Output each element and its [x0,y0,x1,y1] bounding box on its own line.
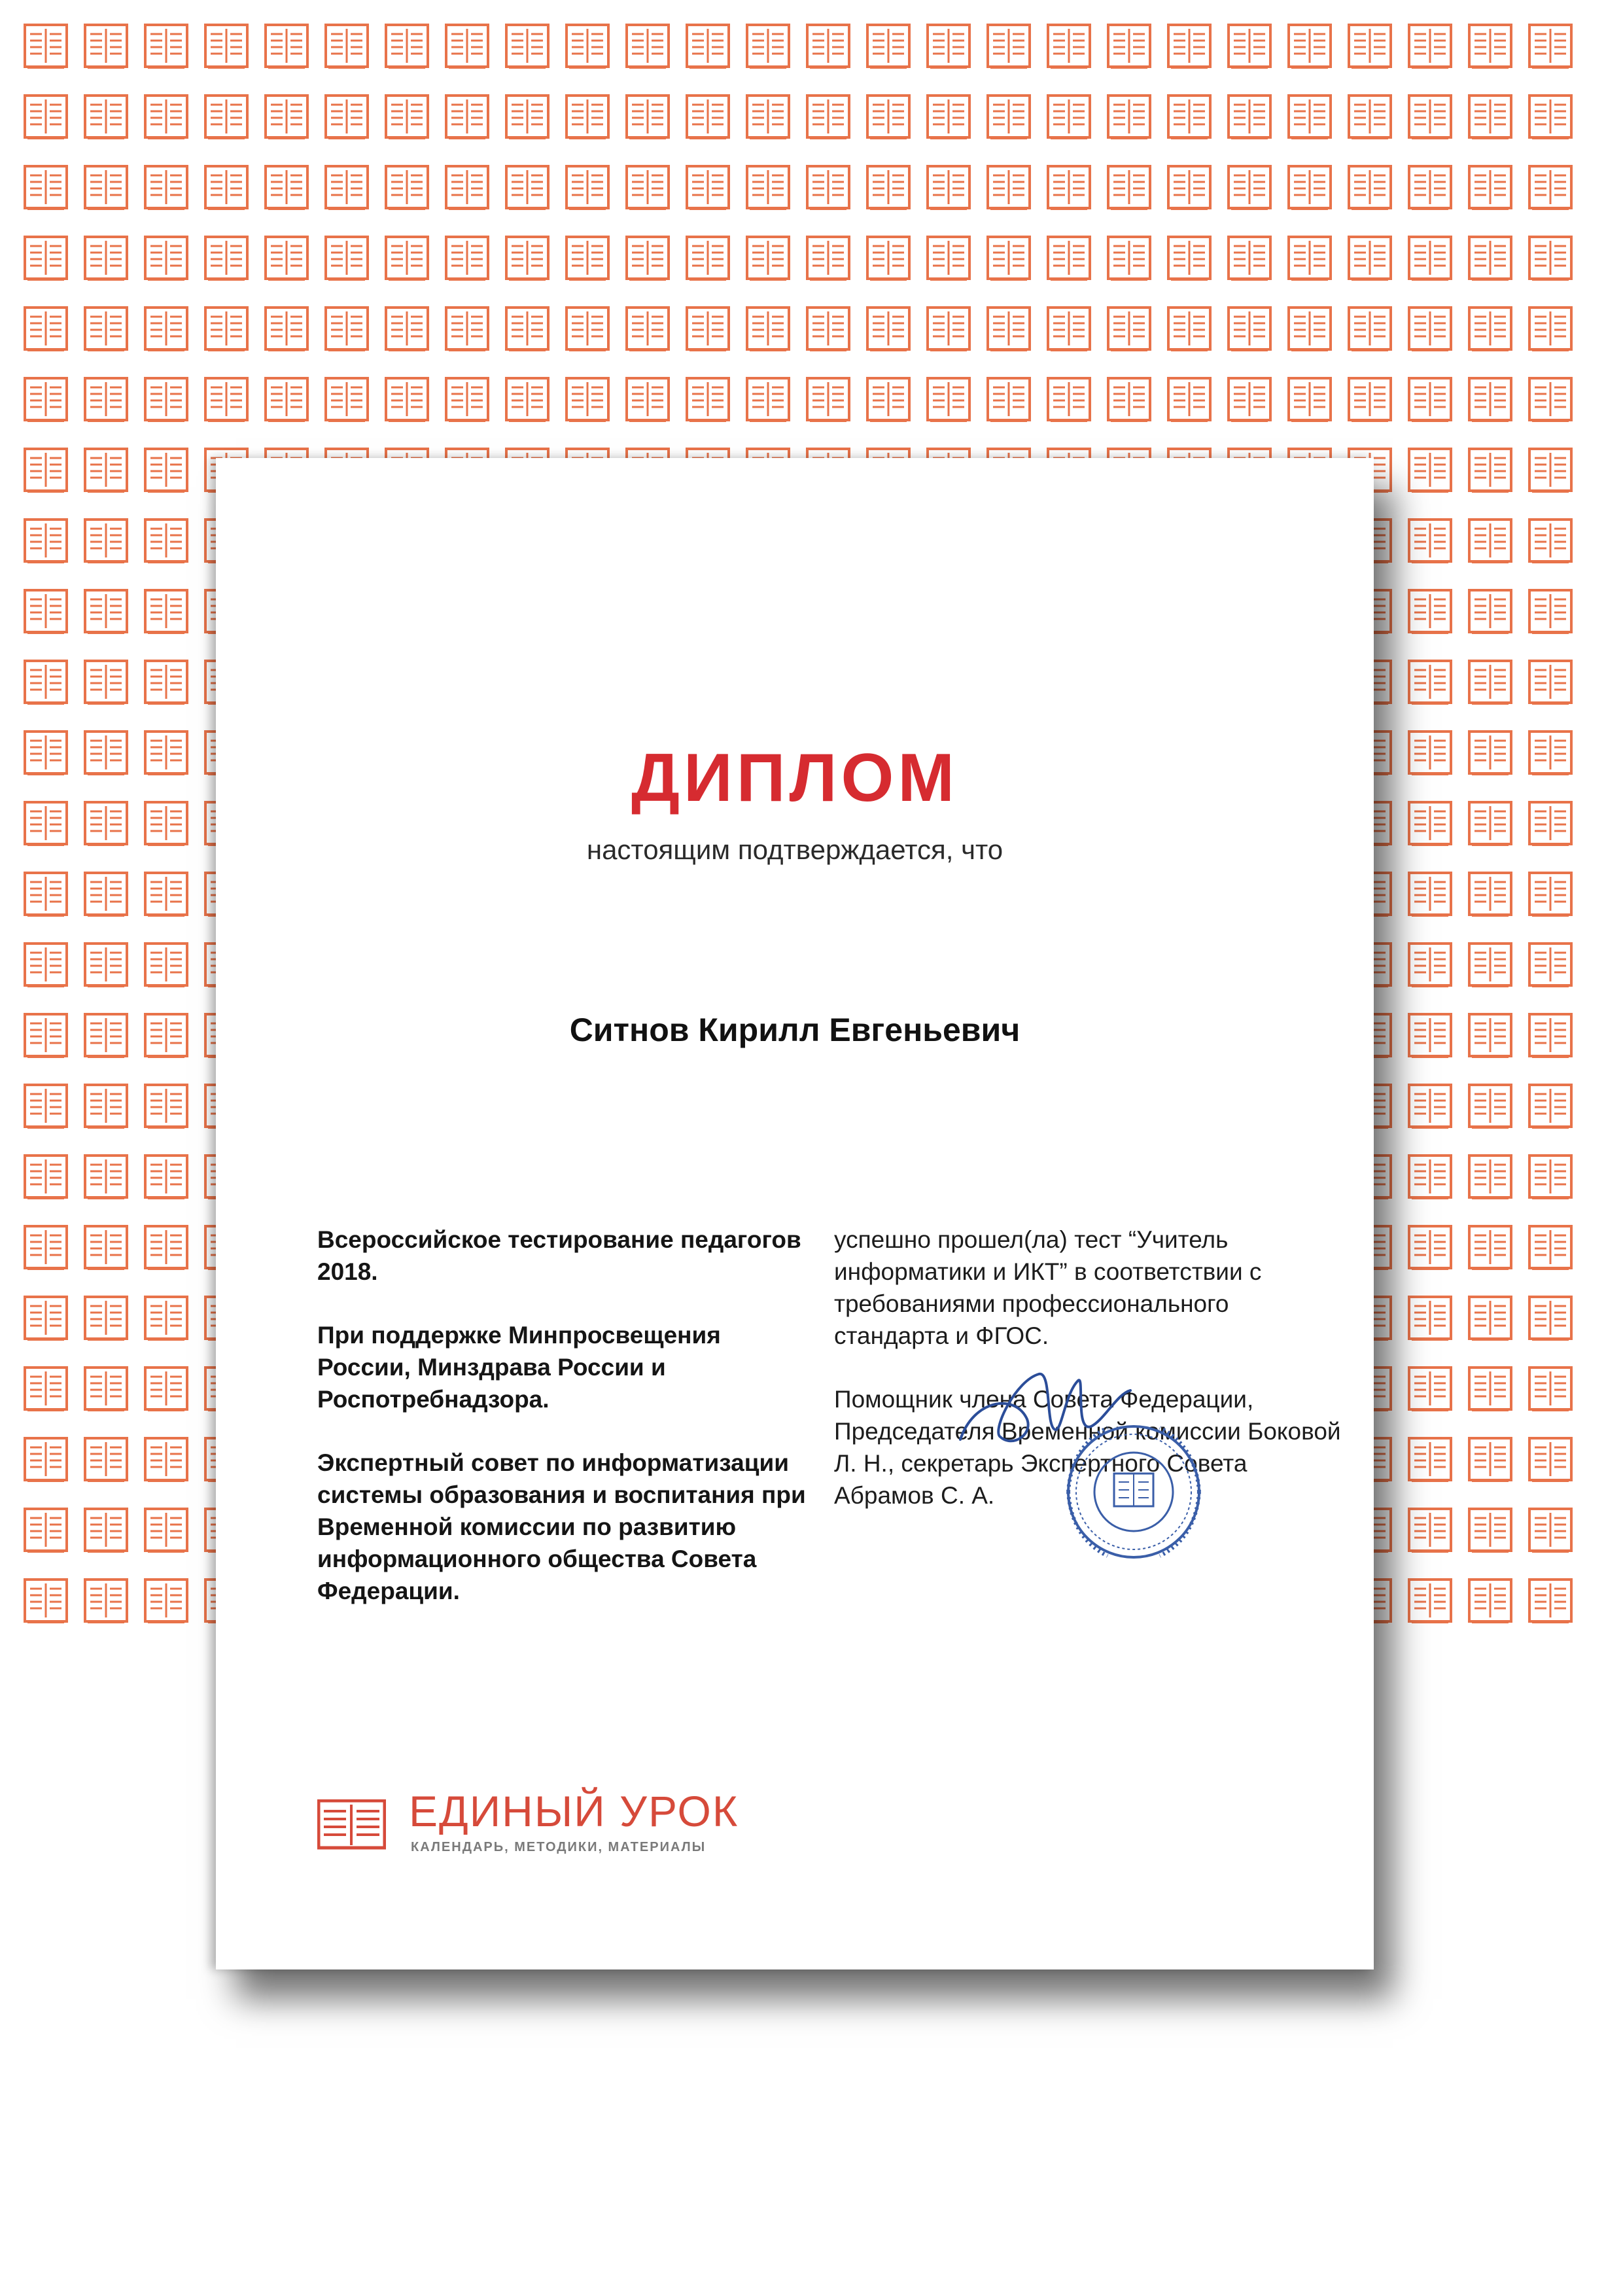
pattern-book-icon [205,96,247,139]
pattern-book-icon [25,1438,67,1481]
pattern-book-icon [1469,1297,1511,1340]
pattern-book-icon [25,732,67,775]
pattern-book-icon [85,1156,127,1199]
pattern-book-icon [1409,873,1451,916]
pattern-book-icon [1409,1014,1451,1057]
pattern-book-icon [506,166,548,209]
pattern-book-icon [1409,1297,1451,1340]
pattern-book-icon [145,166,187,209]
pattern-book-icon [386,308,428,351]
pattern-book-icon [1529,873,1571,916]
pattern-book-icon [25,96,67,139]
pattern-book-icon [747,308,789,351]
pattern-book-icon [205,378,247,421]
pattern-book-icon [928,96,969,139]
pattern-book-icon [1409,1509,1451,1552]
pattern-book-icon [506,25,548,68]
pattern-book-icon [145,1438,187,1481]
pattern-book-icon [747,25,789,68]
pattern-book-icon [747,166,789,209]
pattern-book-icon [687,166,729,209]
pattern-book-icon [1409,96,1451,139]
pattern-book-icon [1469,873,1511,916]
pattern-book-icon [145,1156,187,1199]
pattern-book-icon [25,802,67,845]
pattern-book-icon [85,802,127,845]
pattern-book-icon [145,1226,187,1269]
pattern-book-icon [1529,237,1571,280]
pattern-book-icon [1409,1438,1451,1481]
pattern-book-icon [1529,1226,1571,1269]
pattern-book-icon [1409,378,1451,421]
pattern-book-icon [1469,237,1511,280]
pattern-book-icon [627,166,669,209]
pattern-book-icon [988,237,1030,280]
pattern-book-icon [85,308,127,351]
pattern-book-icon [85,1438,127,1481]
pattern-book-icon [506,237,548,280]
pattern-book-icon [25,590,67,633]
pattern-book-icon [266,308,307,351]
pattern-book-icon [145,1509,187,1552]
pattern-book-icon [266,25,307,68]
pattern-book-icon [1229,308,1270,351]
recipient-name: Ситнов Кирилл Евгеньевич [569,1012,1021,1048]
pattern-book-icon [1469,378,1511,421]
pattern-book-icon [1469,520,1511,563]
pattern-book-icon [1529,449,1571,492]
pattern-book-icon [25,1368,67,1411]
pattern-book-icon [446,237,488,280]
pattern-book-icon [1469,1438,1511,1481]
pattern-book-icon [627,25,669,68]
pattern-book-icon [1349,166,1391,209]
pattern-book-icon [1469,1509,1511,1552]
pattern-book-icon [85,96,127,139]
pattern-book-icon [85,449,127,492]
pattern-book-icon [807,25,849,68]
pattern-book-icon [386,166,428,209]
pattern-book-icon [1048,378,1090,421]
pattern-book-icon [687,378,729,421]
pattern-book-icon [1108,96,1150,139]
pattern-book-icon [205,166,247,209]
pattern-book-icon [25,449,67,492]
pattern-book-icon [85,590,127,633]
pattern-book-icon [1469,661,1511,704]
pattern-book-icon [988,378,1030,421]
pattern-book-icon [807,378,849,421]
supporters-text: При поддержке Минпросвещения России, Минздрава России и Роспотребнадзора. [317,1322,721,1413]
pattern-book-icon [1409,944,1451,987]
pattern-book-icon [1108,308,1150,351]
pattern-book-icon [1409,1156,1451,1199]
pattern-book-icon [567,378,608,421]
pattern-book-icon [1469,166,1511,209]
pattern-book-icon [867,237,909,280]
pattern-book-icon [1048,308,1090,351]
pattern-book-icon [145,732,187,775]
pattern-book-icon [25,944,67,987]
pattern-book-icon [1048,237,1090,280]
pattern-book-icon [25,237,67,280]
pattern-book-icon [1469,1014,1511,1057]
pattern-book-icon [145,237,187,280]
pattern-book-icon [25,1156,67,1199]
pattern-book-icon [988,96,1030,139]
pattern-book-icon [266,96,307,139]
pattern-book-icon [1529,96,1571,139]
pattern-book-icon [25,1580,67,1623]
pattern-book-icon [1229,237,1270,280]
open-book-icon [317,1799,386,1852]
pattern-book-icon [1469,308,1511,351]
pattern-book-icon [1529,1438,1571,1481]
pattern-book-icon [1108,378,1150,421]
pattern-book-icon [867,308,909,351]
pattern-book-icon [867,166,909,209]
pattern-book-icon [1529,732,1571,775]
pattern-book-icon [747,237,789,280]
pattern-book-icon [145,25,187,68]
pattern-book-icon [85,237,127,280]
pattern-book-icon [867,378,909,421]
pattern-book-icon [1229,166,1270,209]
pattern-book-icon [25,308,67,351]
pattern-book-icon [747,378,789,421]
pattern-book-icon [386,378,428,421]
pattern-book-icon [1168,166,1210,209]
pattern-book-icon [1529,1580,1571,1623]
pattern-book-icon [446,96,488,139]
pattern-book-icon [1409,520,1451,563]
pattern-book-icon [1409,166,1451,209]
pattern-book-icon [1409,449,1451,492]
pattern-book-icon [25,378,67,421]
pattern-book-icon [1289,96,1331,139]
pattern-book-icon [988,166,1030,209]
pattern-book-icon [85,1085,127,1128]
pattern-book-icon [85,732,127,775]
pattern-book-icon [1108,237,1150,280]
pattern-book-icon [1529,1368,1571,1411]
pattern-book-icon [266,237,307,280]
pattern-book-icon [506,308,548,351]
pattern-book-icon [1529,590,1571,633]
pattern-book-icon [145,1085,187,1128]
pattern-book-icon [988,308,1030,351]
pattern-book-icon [386,237,428,280]
pattern-book-icon [25,661,67,704]
pattern-book-icon [145,1014,187,1057]
pattern-book-icon [145,1368,187,1411]
pattern-book-icon [205,25,247,68]
pattern-book-icon [1168,96,1210,139]
pattern-book-icon [1409,25,1451,68]
pattern-book-icon [867,25,909,68]
pattern-book-icon [687,25,729,68]
pattern-book-icon [326,308,368,351]
left-column [317,1224,814,1638]
pattern-book-icon [386,96,428,139]
pattern-book-icon [85,520,127,563]
pattern-book-icon [1289,237,1331,280]
pattern-book-icon [1409,732,1451,775]
pattern-book-icon [567,237,608,280]
pattern-book-icon [747,96,789,139]
pattern-book-icon [1469,590,1511,633]
pattern-book-icon [1469,732,1511,775]
pattern-book-icon [85,873,127,916]
pattern-book-icon [25,166,67,209]
pattern-book-icon [1048,25,1090,68]
pattern-book-icon [807,308,849,351]
pattern-book-icon [1469,944,1511,987]
pattern-book-icon [85,1226,127,1269]
pattern-book-icon [928,25,969,68]
pattern-book-icon [1469,1580,1511,1623]
pattern-book-icon [988,25,1030,68]
pattern-book-icon [1289,25,1331,68]
pattern-book-icon [1229,378,1270,421]
pattern-book-icon [1469,1226,1511,1269]
pattern-book-icon [85,1580,127,1623]
round-seal-icon [1068,1426,1199,1557]
pattern-book-icon [1349,378,1391,421]
pattern-book-icon [446,25,488,68]
pattern-book-icon [85,661,127,704]
pattern-book-icon [1529,308,1571,351]
pattern-book-icon [1529,166,1571,209]
pattern-book-icon [1529,520,1571,563]
pattern-book-icon [145,308,187,351]
pattern-book-icon [1229,96,1270,139]
pattern-book-icon [1409,237,1451,280]
pattern-book-icon [145,661,187,704]
pattern-book-icon [867,96,909,139]
pattern-book-icon [1469,449,1511,492]
pattern-book-icon [25,1226,67,1269]
pattern-book-icon [205,308,247,351]
pattern-book-icon [85,1014,127,1057]
signatory-text: Помощник члена Совета Федерации, Председателя Временной комиссии Боковой Л. Н., секретарь Экспертного Совета Абрамов С. А. [834,1386,1341,1509]
pattern-book-icon [506,96,548,139]
pattern-book-icon [145,96,187,139]
pattern-book-icon [25,1014,67,1057]
pattern-book-icon [1048,166,1090,209]
pattern-book-icon [1409,308,1451,351]
pattern-book-icon [567,25,608,68]
pattern-book-icon [205,237,247,280]
pattern-book-icon [1048,96,1090,139]
pattern-book-icon [627,237,669,280]
pattern-book-icon [85,166,127,209]
pattern-book-icon [85,1368,127,1411]
pattern-book-icon [25,1297,67,1340]
pattern-book-icon [145,1580,187,1623]
pattern-book-icon [1349,96,1391,139]
pattern-book-icon [1529,802,1571,845]
pattern-book-icon [25,1509,67,1552]
pattern-book-icon [928,166,969,209]
pattern-book-icon [567,166,608,209]
pattern-book-icon [25,873,67,916]
test-result-text: успешно прошел(ла) тест “Учитель информатики и ИКТ” в соответствии с требованиями профессионального стандарта и ФГОС. [834,1226,1262,1349]
pattern-book-icon [266,378,307,421]
pattern-book-icon [85,944,127,987]
logo-tagline: КАЛЕНДАРЬ, МЕТОДИКИ, МАТЕРИАЛЫ [411,1840,707,1854]
pattern-book-icon [25,25,67,68]
pattern-book-icon [446,308,488,351]
pattern-book-icon [1409,1580,1451,1623]
pattern-book-icon [326,166,368,209]
pattern-book-icon [446,166,488,209]
pattern-book-icon [1529,1297,1571,1340]
pattern-book-icon [1469,1156,1511,1199]
pattern-book-icon [1229,25,1270,68]
pattern-book-icon [1409,661,1451,704]
pattern-book-icon [1409,1085,1451,1128]
diploma-sheet [216,458,1374,1969]
pattern-book-icon [1469,802,1511,845]
testing-event-text: Всероссийское тестирование педагогов 2018. [317,1226,801,1285]
pattern-book-icon [446,378,488,421]
pattern-book-icon [266,166,307,209]
pattern-book-icon [506,378,548,421]
pattern-book-icon [687,96,729,139]
pattern-book-icon [1529,1509,1571,1552]
confirmation-text: настоящим подтверждается, что [586,834,1003,865]
pattern-book-icon [145,802,187,845]
pattern-book-icon [1168,378,1210,421]
expert-council-text: Экспертный совет по информатизации системы образования и воспитания при Временной комиссии по развитию информационного общества Совета Федерации. [317,1449,806,1604]
pattern-book-icon [928,308,969,351]
pattern-book-icon [1289,378,1331,421]
diploma-title: ДИПЛОМ [631,740,959,816]
pattern-book-icon [145,378,187,421]
signature-and-seal [954,1354,1215,1564]
pattern-book-icon [326,237,368,280]
pattern-book-icon [1529,1014,1571,1057]
pattern-book-icon [145,1297,187,1340]
pattern-book-icon [627,378,669,421]
pattern-book-icon [145,590,187,633]
pattern-book-icon [1529,1085,1571,1128]
pattern-book-icon [687,308,729,351]
pattern-book-icon [25,520,67,563]
pattern-book-icon [85,1297,127,1340]
pattern-book-icon [1349,25,1391,68]
pattern-book-icon [1349,308,1391,351]
pattern-book-icon [85,378,127,421]
pattern-book-icon [1168,25,1210,68]
pattern-book-icon [1529,378,1571,421]
pattern-book-icon [1529,25,1571,68]
pattern-book-icon [25,1085,67,1128]
pattern-book-icon [1409,1226,1451,1269]
pattern-book-icon [1168,308,1210,351]
pattern-book-icon [85,1509,127,1552]
pattern-book-icon [807,237,849,280]
pattern-book-icon [1529,1156,1571,1199]
pattern-book-icon [1108,166,1150,209]
pattern-book-icon [1469,25,1511,68]
pattern-book-icon [1108,25,1150,68]
pattern-book-icon [1349,237,1391,280]
pattern-book-icon [386,25,428,68]
pattern-book-icon [1469,1368,1511,1411]
pattern-book-icon [145,944,187,987]
pattern-book-icon [1469,1085,1511,1128]
pattern-book-icon [807,96,849,139]
pattern-book-icon [85,25,127,68]
pattern-book-icon [1409,802,1451,845]
pattern-book-icon [326,25,368,68]
pattern-book-icon [145,520,187,563]
pattern-book-icon [928,378,969,421]
pattern-book-icon [1168,237,1210,280]
pattern-book-icon [1289,308,1331,351]
pattern-book-icon [567,96,608,139]
pattern-book-icon [145,873,187,916]
logo-name: ЕДИНЫЙ УРОК [409,1787,739,1835]
pattern-book-icon [1469,96,1511,139]
pattern-book-icon [326,96,368,139]
pattern-book-icon [627,96,669,139]
pattern-book-icon [1529,944,1571,987]
pattern-book-icon [326,378,368,421]
pattern-book-icon [627,308,669,351]
pattern-book-icon [1289,166,1331,209]
pattern-book-icon [1409,590,1451,633]
pattern-book-icon [807,166,849,209]
pattern-book-icon [567,308,608,351]
pattern-book-icon [928,237,969,280]
pattern-book-icon [145,449,187,492]
pattern-book-icon [1529,661,1571,704]
pattern-book-icon [687,237,729,280]
pattern-book-icon [1409,1368,1451,1411]
